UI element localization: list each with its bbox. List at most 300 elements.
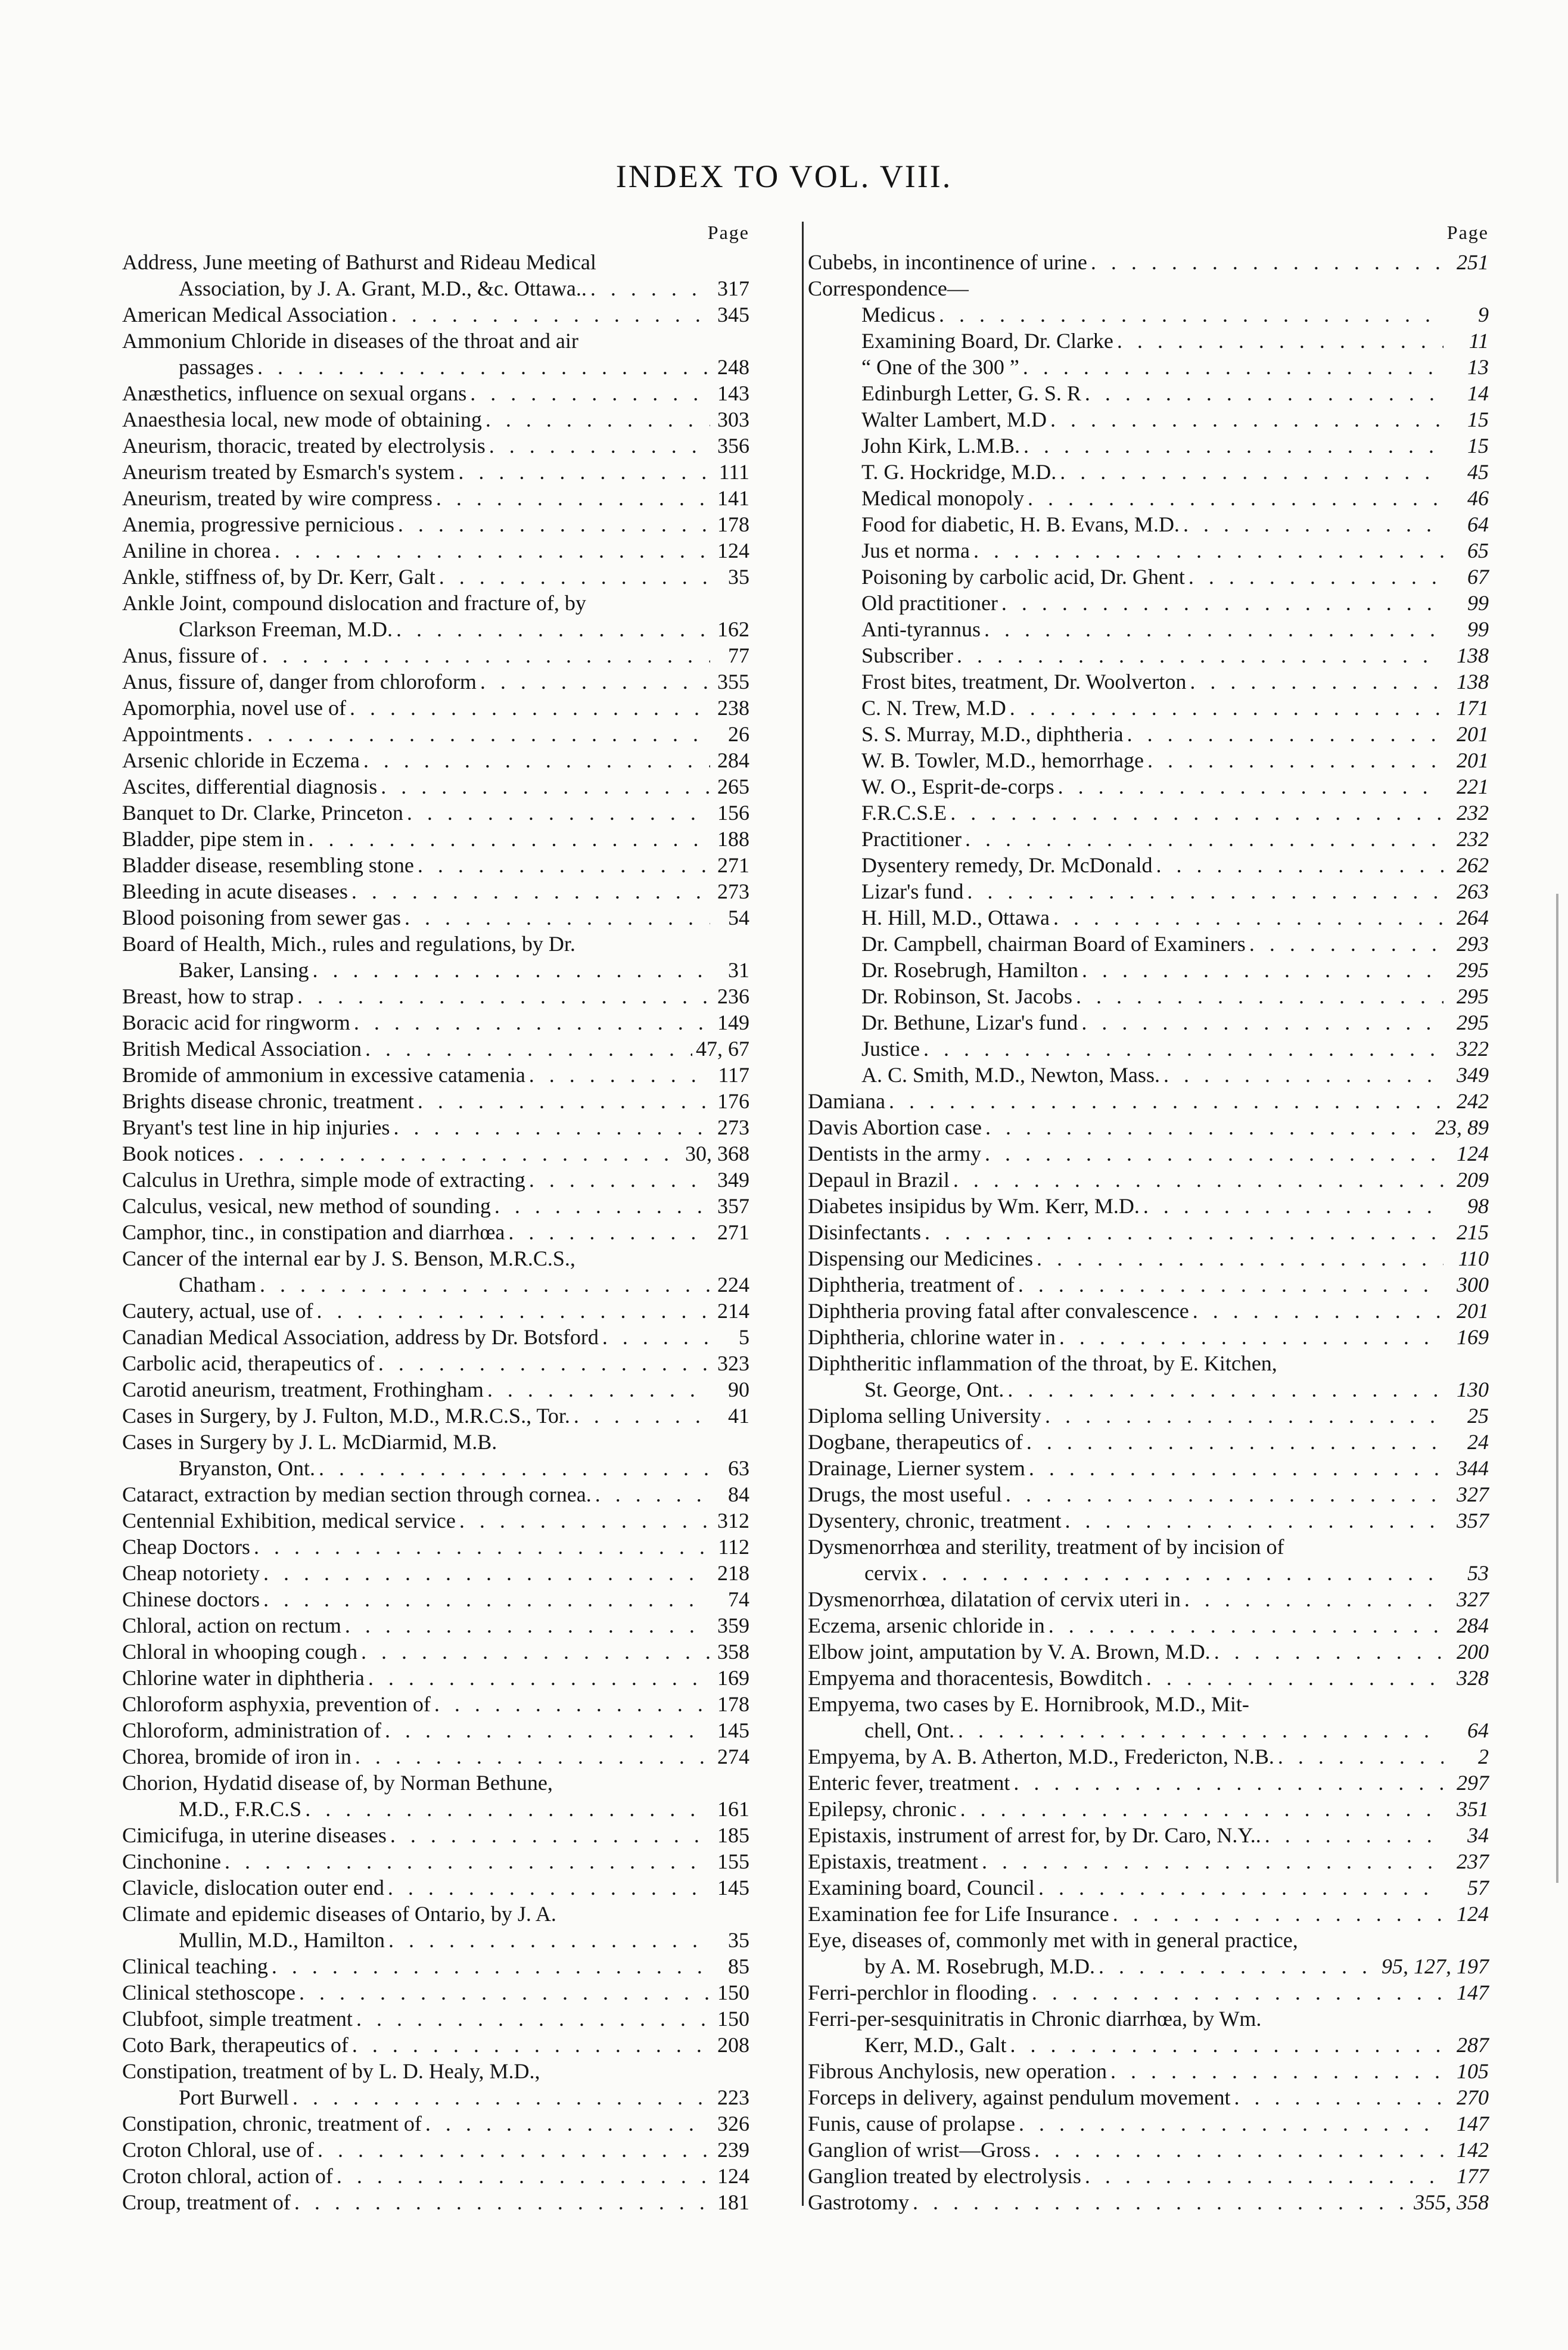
- entry-text: Cheap Doctors: [122, 1535, 250, 1559]
- index-entry: [122, 1979, 749, 2006]
- page-number: 293: [1457, 932, 1489, 956]
- page-number: 162: [717, 617, 749, 641]
- dot-leader: [1127, 721, 1443, 747]
- index-entry: [808, 1245, 1489, 1272]
- entry-text: Croton chloral, action of: [122, 2164, 333, 2188]
- index-entry: [122, 406, 749, 433]
- entry-text: Dr. Robinson, St. Jacobs: [861, 984, 1073, 1008]
- index-entry: [808, 564, 1489, 590]
- page-number: 327: [1457, 1482, 1489, 1506]
- index-entry: [122, 1665, 749, 1691]
- entry-text: Dogbane, therapeutics of: [808, 1430, 1023, 1454]
- index-entry: [808, 957, 1489, 983]
- entry-text: Bryanston, Ont.: [179, 1456, 315, 1480]
- left-index-column: [122, 222, 749, 2215]
- page-number: 57: [1467, 1876, 1489, 1900]
- entry-text: Ankle, stiffness of, by Dr. Kerr, Galt: [122, 565, 435, 589]
- dot-leader: [263, 1586, 710, 1612]
- index-entry: [808, 1009, 1489, 1036]
- entry-text: Frost bites, treatment, Dr. Woolverton: [861, 670, 1187, 694]
- index-entry: [808, 2006, 1489, 2058]
- index-entry: [808, 1036, 1489, 1062]
- index-entry: [808, 1193, 1489, 1219]
- index-entry: [122, 983, 749, 1009]
- entry-text: Lizar's fund: [861, 879, 964, 903]
- entry-text: Chloral in whooping cough: [122, 1640, 357, 1664]
- entry-text: Ferri-perchlor in flooding: [808, 1981, 1028, 2004]
- entry-text: Diploma selling University: [808, 1404, 1041, 1428]
- page-number: 357: [717, 1194, 749, 1218]
- index-entry: [122, 249, 749, 301]
- index-entry: [808, 616, 1489, 642]
- entry-text: Coto Bark, therapeutics of: [122, 2033, 349, 2057]
- entry-text: Practitioner: [861, 827, 962, 851]
- dot-leader: [960, 1796, 1443, 1822]
- entry-text: Calculus, vesical, new method of sounding: [122, 1194, 491, 1218]
- dot-leader: [365, 1036, 692, 1062]
- index-entry: [122, 1088, 749, 1114]
- page-number: 273: [717, 879, 749, 903]
- dot-leader: [381, 773, 710, 800]
- index-entry: [122, 1639, 749, 1665]
- dot-leader: [1029, 1455, 1443, 1481]
- entry-text: by A. M. Rosebrugh, M.D.: [864, 1954, 1096, 1978]
- page-number: 138: [1457, 670, 1489, 694]
- index-entry: [808, 878, 1489, 904]
- entry-text: Dr. Campbell, chairman Board of Examiners: [861, 932, 1246, 956]
- dot-leader: [602, 1324, 710, 1350]
- page-number: 295: [1457, 1011, 1489, 1034]
- page-number: 124: [717, 539, 749, 562]
- index-entry: [122, 1901, 749, 1953]
- index-entry: [122, 1298, 749, 1324]
- entry-text: Clavicle, dislocation outer end: [122, 1876, 384, 1900]
- entry-text: Chlorine water in diphtheria: [122, 1666, 365, 1690]
- index-entry: [122, 1717, 749, 1743]
- index-entry: [808, 1429, 1489, 1455]
- page-number: 35: [728, 1928, 749, 1952]
- page-number: 130: [1457, 1378, 1489, 1401]
- entry-text: Dysmenorrhœa and sterility, treatment of by incision of: [808, 1535, 1284, 1559]
- entry-text: Epistaxis, instrument of arrest for, by Dr. Caro, N.Y..: [808, 1823, 1261, 1847]
- page-number: 251: [1457, 250, 1489, 274]
- dot-leader: [486, 406, 710, 433]
- index-entry: [122, 590, 749, 642]
- page-number: 15: [1467, 434, 1489, 458]
- dot-leader: [470, 380, 710, 406]
- dot-leader: [494, 1193, 710, 1219]
- entry-text: Bladder, pipe stem in: [122, 827, 305, 851]
- entry-text: Diphtheria proving fatal after convalescence: [808, 1299, 1189, 1323]
- page-number: 142: [1457, 2138, 1489, 2162]
- entry-text: Chloroform asphyxia, prevention of: [122, 1692, 431, 1716]
- index-entry: [122, 1403, 749, 1429]
- page-number: 214: [717, 1299, 749, 1323]
- index-entry: [122, 1350, 749, 1376]
- page-number: 110: [1458, 1247, 1489, 1270]
- page-number: 23, 89: [1435, 1115, 1489, 1139]
- entry-text: Kerr, M.D., Galt: [864, 2033, 1007, 2057]
- index-entry: [122, 511, 749, 537]
- entry-text: Breast, how to strap: [122, 984, 294, 1008]
- index-entry: [808, 1140, 1489, 1167]
- dot-leader: [405, 904, 710, 931]
- page-number: 327: [1457, 1587, 1489, 1611]
- dot-leader: [1082, 957, 1443, 983]
- entry-text: Cases in Surgery by J. L. McDiarmid, M.B.: [122, 1430, 497, 1454]
- entry-text: “ One of the 300 ”: [861, 355, 1019, 379]
- index-entry: [122, 2032, 749, 2058]
- index-entry: [808, 747, 1489, 773]
- index-entry: [122, 826, 749, 852]
- dot-leader: [1085, 2163, 1443, 2189]
- dot-leader: [354, 1009, 710, 1036]
- dot-leader: [319, 1455, 710, 1481]
- page-number: 312: [717, 1509, 749, 1533]
- page-number: 284: [717, 748, 749, 772]
- page-number: 242: [1457, 1089, 1489, 1113]
- dot-leader: [1110, 2058, 1443, 2084]
- index-entry: [122, 1193, 749, 1219]
- entry-text: Boracic acid for ringworm: [122, 1011, 350, 1034]
- entry-text: passages: [179, 355, 254, 379]
- entry-text: Arsenic chloride in Eczema: [122, 748, 360, 772]
- dot-leader: [1076, 983, 1443, 1009]
- dot-leader: [294, 2189, 710, 2215]
- index-entry: [122, 669, 749, 695]
- page-number: 124: [1457, 1142, 1489, 1165]
- dot-leader: [337, 2163, 710, 2189]
- dot-leader: [922, 1560, 1443, 1586]
- page-number: 9: [1478, 303, 1489, 327]
- entry-text: Croton Chloral, use of: [122, 2138, 314, 2162]
- dot-leader: [317, 1298, 710, 1324]
- page-number: 149: [717, 1011, 749, 1034]
- dot-leader: [1023, 354, 1443, 380]
- dot-leader: [1023, 433, 1443, 459]
- index-entry: [122, 2189, 749, 2215]
- index-entry: [808, 1403, 1489, 1429]
- entry-text: Anaesthesia local, new mode of obtaining: [122, 408, 482, 431]
- page-number: 5: [739, 1325, 749, 1349]
- page-number: 262: [1457, 853, 1489, 877]
- entry-text: Old practitioner: [861, 591, 998, 615]
- dot-leader: [305, 1796, 710, 1822]
- dot-leader: [388, 1927, 710, 1953]
- index-entry: [808, 1665, 1489, 1691]
- page-number: 95, 127, 197: [1382, 1954, 1489, 1978]
- page-number: 156: [717, 801, 749, 825]
- index-entry: [808, 826, 1489, 852]
- dot-leader: [1184, 1586, 1443, 1612]
- page-number: 161: [717, 1797, 749, 1821]
- dot-leader: [434, 1691, 710, 1717]
- page-number: 147: [1457, 2112, 1489, 2135]
- page-number: 300: [1457, 1273, 1489, 1297]
- index-entry: [808, 354, 1489, 380]
- page-number: 344: [1457, 1456, 1489, 1480]
- index-entry: [808, 642, 1489, 669]
- page-number: 359: [717, 1614, 749, 1637]
- entry-text: Address, June meeting of Bathurst and Rideau Medical: [122, 250, 596, 274]
- page-number: 232: [1457, 801, 1489, 825]
- page-number: 98: [1467, 1194, 1489, 1218]
- index-entry: [808, 695, 1489, 721]
- entry-text: M.D., F.R.C.S: [179, 1797, 302, 1821]
- index-entry: [808, 485, 1489, 511]
- entry-text: Ammonium Chloride in diseases of the throat and air: [122, 329, 578, 353]
- entry-text: Cataract, extraction by median section through cornea.: [122, 1482, 592, 1506]
- page-number: 117: [718, 1063, 749, 1087]
- dot-leader: [356, 2006, 710, 2032]
- page-number: 185: [717, 1823, 749, 1847]
- page-number: 47, 67: [696, 1037, 749, 1061]
- index-entry: [122, 1245, 749, 1298]
- index-entry: [122, 328, 749, 380]
- page-number: 105: [1457, 2059, 1489, 2083]
- dot-leader: [958, 1717, 1443, 1743]
- entry-text: F.R.C.S.E: [861, 801, 947, 825]
- index-entry: [808, 1272, 1489, 1298]
- entry-text: Bromide of ammonium in excessive catamenia: [122, 1063, 525, 1087]
- entry-text: Fibrous Anchylosis, new operation: [808, 2059, 1107, 2083]
- page-number: 30, 368: [685, 1142, 749, 1165]
- page-number: 13: [1467, 355, 1489, 379]
- dot-leader: [1117, 328, 1443, 354]
- page-number: 77: [728, 644, 749, 667]
- index-entry: [808, 800, 1489, 826]
- dot-leader: [1053, 904, 1443, 931]
- entry-text: Diphtheritic inflammation of the throat, by E. Kitchen,: [808, 1351, 1277, 1375]
- dot-leader: [313, 957, 711, 983]
- page-number: 177: [1457, 2164, 1489, 2188]
- entry-text: Constipation, chronic, treatment of: [122, 2112, 422, 2135]
- entry-text: Correspondence—: [808, 276, 969, 300]
- index-entry: [808, 2058, 1489, 2084]
- dot-leader: [1249, 931, 1443, 957]
- page-number: 273: [717, 1115, 749, 1139]
- entry-text: Ganglion of wrist—Gross: [808, 2138, 1031, 2162]
- dot-leader: [1007, 1376, 1443, 1403]
- entry-text: Drugs, the most useful: [808, 1482, 1002, 1506]
- page-number: 236: [717, 984, 749, 1008]
- page-number: 67: [1467, 565, 1489, 589]
- page-number: 238: [717, 696, 749, 720]
- index-entry: [122, 1429, 749, 1481]
- entry-text: Dysentery remedy, Dr. McDonald: [861, 853, 1153, 877]
- index-entry: [122, 695, 749, 721]
- index-entry: [122, 433, 749, 459]
- entry-text: Cinchonine: [122, 1849, 221, 1873]
- dot-leader: [1113, 1901, 1443, 1927]
- entry-text: Constipation, treatment of by L. D. Healy, M.D.,: [122, 2059, 540, 2083]
- entry-text: Cimicifuga, in uterine diseases: [122, 1823, 387, 1847]
- page-number: 200: [1457, 1640, 1489, 1664]
- dot-leader: [1081, 1009, 1443, 1036]
- index-entry: [808, 1507, 1489, 1534]
- index-entry: [808, 590, 1489, 616]
- page-number: 112: [718, 1535, 749, 1559]
- dot-leader: [275, 537, 710, 564]
- page-number: 270: [1457, 2085, 1489, 2109]
- index-entry: [122, 747, 749, 773]
- index-entry: [808, 1219, 1489, 1245]
- index-entry: [808, 2137, 1489, 2163]
- entry-text: Anæsthetics, influence on sexual organs: [122, 381, 467, 405]
- index-entry: [122, 301, 749, 328]
- entry-text: Board of Health, Mich., rules and regulations, by Dr.: [122, 932, 575, 956]
- page-number: 345: [717, 303, 749, 327]
- entry-text: Justice: [861, 1037, 920, 1061]
- page-number: 218: [717, 1561, 749, 1585]
- entry-text: Epistaxis, treatment: [808, 1849, 978, 1873]
- index-entry: [808, 2110, 1489, 2137]
- entry-text: St. George, Ont.: [864, 1378, 1004, 1401]
- dot-leader: [361, 1639, 710, 1665]
- index-entry: [808, 1743, 1489, 1770]
- dot-leader: [439, 564, 710, 590]
- entry-text: Elbow joint, amputation by V. A. Brown, M.D.: [808, 1640, 1211, 1664]
- index-entry: [122, 1481, 749, 1507]
- dot-leader: [913, 2189, 1410, 2215]
- dot-leader: [1085, 380, 1443, 406]
- entry-text: Eye, diseases of, commonly met with in general practice,: [808, 1928, 1298, 1952]
- page-number: 141: [717, 486, 749, 510]
- entry-text: T. G. Hockridge, M.D.: [861, 460, 1057, 484]
- entry-text: Brights disease chronic, treatment: [122, 1089, 414, 1113]
- dot-leader: [1026, 1429, 1443, 1455]
- index-entry: [808, 249, 1489, 275]
- dot-leader: [396, 616, 710, 642]
- entry-text: Clarkson Freeman, M.D.: [179, 617, 393, 641]
- page-number: 224: [717, 1273, 749, 1297]
- entry-text: Chorea, bromide of iron in: [122, 1745, 351, 1768]
- page-number: 237: [1457, 1849, 1489, 1873]
- dot-leader: [1147, 747, 1443, 773]
- page-number: 84: [728, 1482, 749, 1506]
- entry-text: Disinfectants: [808, 1220, 921, 1244]
- dot-leader: [1265, 1822, 1443, 1848]
- dot-leader: [590, 275, 710, 301]
- index-entry: [122, 380, 749, 406]
- dot-leader: [1234, 2084, 1443, 2110]
- entry-text: Cancer of the internal ear by J. S. Benson, M.R.C.S.,: [122, 1247, 575, 1270]
- dot-leader: [293, 2084, 710, 2110]
- page-number: 271: [717, 1220, 749, 1244]
- index-entry: [808, 2084, 1489, 2110]
- dot-leader: [390, 1822, 710, 1848]
- entry-text: Croup, treatment of: [122, 2190, 291, 2214]
- entry-text: Bleeding in acute diseases: [122, 879, 348, 903]
- dot-leader: [247, 721, 710, 747]
- dot-leader: [1045, 1403, 1443, 1429]
- index-entry: [122, 2110, 749, 2137]
- entry-text: Book notices: [122, 1142, 235, 1165]
- page-number: 169: [1457, 1325, 1489, 1349]
- page-number: 201: [1457, 1299, 1489, 1323]
- entry-text: S. S. Murray, M.D., diphtheria: [861, 722, 1124, 746]
- dot-leader: [352, 2032, 710, 2058]
- dot-leader: [309, 826, 711, 852]
- page-number: 223: [717, 2085, 749, 2109]
- index-entry: [808, 852, 1489, 878]
- page-number: 99: [1467, 617, 1489, 641]
- index-entry: [122, 931, 749, 983]
- column-divider: [802, 222, 804, 2206]
- dot-leader: [957, 642, 1443, 669]
- entry-text: Appointments: [122, 722, 244, 746]
- index-entry: [122, 1770, 749, 1822]
- dot-leader: [1010, 2032, 1444, 2058]
- index-entry: [808, 459, 1489, 485]
- dot-leader: [480, 669, 710, 695]
- dot-leader: [363, 747, 710, 773]
- entry-text: W. B. Towler, M.D., hemorrhage: [861, 748, 1144, 772]
- page-number: 14: [1467, 381, 1489, 405]
- dot-leader: [1060, 459, 1443, 485]
- dot-leader: [953, 1167, 1443, 1193]
- page-number: 147: [1457, 1981, 1489, 2004]
- dot-leader: [1058, 773, 1443, 800]
- page-number: 145: [717, 1876, 749, 1900]
- page-number: 356: [717, 434, 749, 458]
- dot-leader: [967, 878, 1443, 904]
- page-number: 15: [1467, 408, 1489, 431]
- index-entry: [808, 1167, 1489, 1193]
- entry-text: Bladder disease, resembling stone: [122, 853, 414, 877]
- page-number: 349: [717, 1168, 749, 1192]
- entry-text: Bryant's test line in hip injuries: [122, 1115, 390, 1139]
- dot-leader: [388, 1875, 710, 1901]
- entry-text: Anus, fissure of: [122, 644, 259, 667]
- entry-text: Apomorphia, novel use of: [122, 696, 346, 720]
- index-entry: [808, 773, 1489, 800]
- entry-text: Subscriber: [861, 644, 953, 667]
- page-number: 54: [728, 906, 749, 930]
- page-number: 45: [1467, 460, 1489, 484]
- entry-text: Baker, Lansing: [179, 958, 309, 982]
- entry-text: Camphor, tinc., in constipation and diarrhœa: [122, 1220, 505, 1244]
- page-number: 143: [717, 381, 749, 405]
- entry-text: Funis, cause of prolapse: [808, 2112, 1015, 2135]
- dot-leader: [260, 1272, 710, 1298]
- entry-text: Empyema, by A. B. Atherton, M.D., Fredericton, N.B.: [808, 1745, 1274, 1768]
- index-entry: [808, 380, 1489, 406]
- entry-text: Chinese doctors: [122, 1587, 260, 1611]
- dot-leader: [350, 695, 710, 721]
- dot-leader: [1006, 1481, 1443, 1507]
- page-number: 178: [717, 1692, 749, 1716]
- index-entry: [122, 1324, 749, 1350]
- page-number: 328: [1457, 1666, 1489, 1690]
- entry-text: Enteric fever, treatment: [808, 1771, 1010, 1795]
- index-entry: [808, 1691, 1489, 1743]
- dot-leader: [368, 1665, 710, 1691]
- entry-text: Aneurism, treated by wire compress: [122, 486, 433, 510]
- entry-text: Davis Abortion case: [808, 1115, 982, 1139]
- entry-text: Aneurism treated by Esmarch's system: [122, 460, 455, 484]
- entry-text: cervix: [864, 1561, 918, 1585]
- index-entry: [122, 800, 749, 826]
- entry-text: Examining board, Council: [808, 1876, 1035, 1900]
- dot-leader: [393, 1114, 710, 1140]
- entry-text: Mullin, M.D., Hamilton: [179, 1928, 385, 1952]
- dot-leader: [1050, 406, 1443, 433]
- index-entry: [808, 511, 1489, 537]
- dot-leader: [1034, 2137, 1443, 2163]
- dot-leader: [1019, 2110, 1443, 2137]
- page-number: 284: [1457, 1614, 1489, 1637]
